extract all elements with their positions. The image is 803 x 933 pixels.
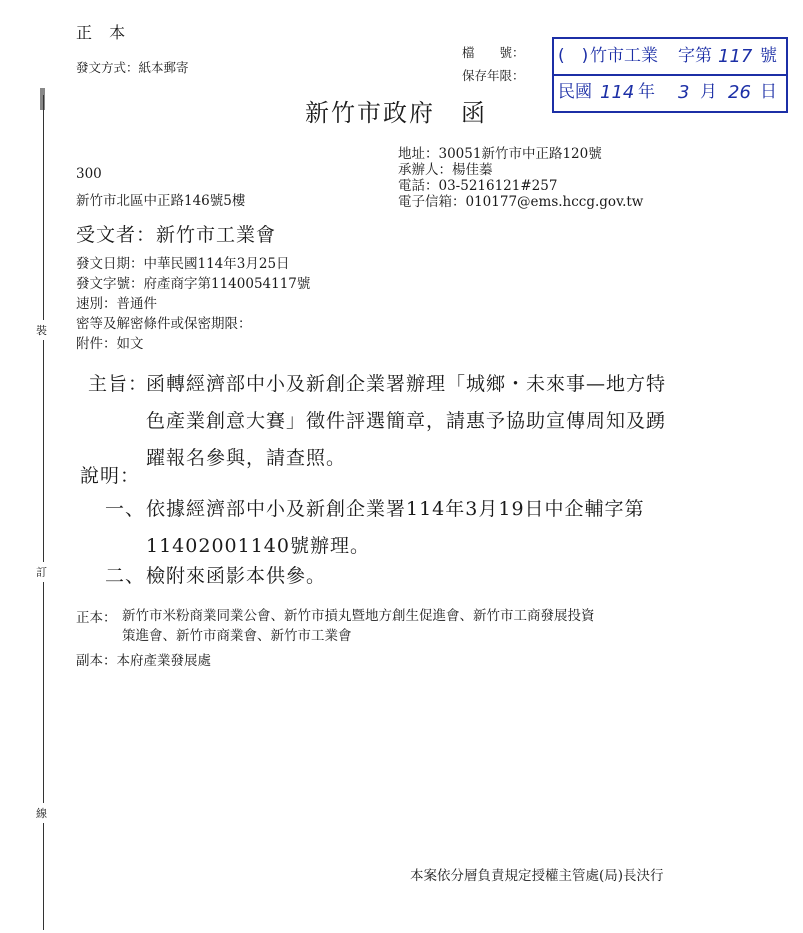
subject-line-3: 躍報名參與，請查照。 [146,447,347,469]
document-number: 發文字號：府產商字第1140054117號 [76,276,311,292]
stamp-era: 民國 [558,82,592,102]
explanation-label: 說明： [80,465,141,487]
carbon-copy: 副本：本府產業發展處 [76,653,211,669]
main-copy-line-1: 新竹市米粉商業同業公會、新竹市摃丸暨地方創生促進會、新竹市工商發展投資 [122,608,595,624]
stamp-number: 117 [718,46,753,67]
item-1-line-2: 11402001140號辦理。 [146,535,370,557]
stamp-nian: 年 [638,82,655,102]
copy-type: 正 本 [76,23,132,42]
stamp-paren: ( ) [558,46,589,66]
stamp-zi: 字第 [678,46,712,66]
main-copy-line-2: 策進會、新竹市商業會、新竹市工業會 [122,628,352,644]
handler-name: 承辦人：楊佳蓁 [398,162,493,178]
file-no-label: 檔 號： [462,45,525,60]
issue-date: 發文日期：中華民國114年3月25日 [76,256,290,272]
item-1-number: 一、 [105,498,146,520]
main-copy-list [122,606,595,646]
attachment: 附件：如文 [76,336,144,352]
stamp-ri: 日 [760,82,777,102]
margin-mark-ding: 訂 [36,562,47,582]
send-method: 發文方式：紙本郵寄 [76,60,189,75]
item-1-line-1: 依據經濟部中小及新創企業署114年3月19日中企輔字第 [146,498,645,520]
stamp-day: 26 [728,82,751,103]
item-2-number: 二、 [105,565,146,587]
stamp-org: 竹市工業 [590,46,658,66]
margin-mark-xian: 線 [36,803,47,823]
sender-address: 地址：30051新竹市中正路120號 [398,146,602,162]
document-title: 新竹市政府 函 [305,99,487,127]
stamp-year: 114 [600,82,635,103]
subject-body [146,366,666,477]
retention-label: 保存年限： [462,68,525,83]
subject-label: 主旨： [88,373,149,395]
subject-line-1: 函轉經濟部中小及新創企業署辦理「城鄉・未來事—地方特 [146,373,667,395]
item-1-body [146,491,645,565]
document-meta [76,254,310,354]
postal-code: 300 [76,166,102,182]
email-address: 電子信箱：010177@ems.hccg.gov.tw [398,194,644,210]
stamp-yue: 月 [700,82,717,102]
stamp-month: 3 [678,82,690,103]
received-stamp [552,37,788,113]
speed-class: 速別：普通件 [76,296,157,312]
item-2-body: 檢附來函影本供參。 [146,565,327,587]
stamp-hao: 號 [760,46,777,66]
margin-mark-zhuang: 裝 [36,320,47,340]
subject-line-2: 色產業創意大賽」徵件評選簡章，請惠予協助宣傳周知及踴 [146,410,667,432]
phone-number: 電話：03-5216121#257 [398,178,558,194]
sender-contact [398,146,643,210]
recipient-street: 新竹市北區中正路146號5樓 [76,193,246,209]
main-copy-label: 正本： [76,610,117,626]
secrecy-level: 密等及解密條件或保密期限： [76,316,252,332]
recipient: 受文者：新竹市工業會 [76,224,277,246]
authorization-note: 本案依分層負責規定授權主管處(局)長決行 [410,868,664,884]
